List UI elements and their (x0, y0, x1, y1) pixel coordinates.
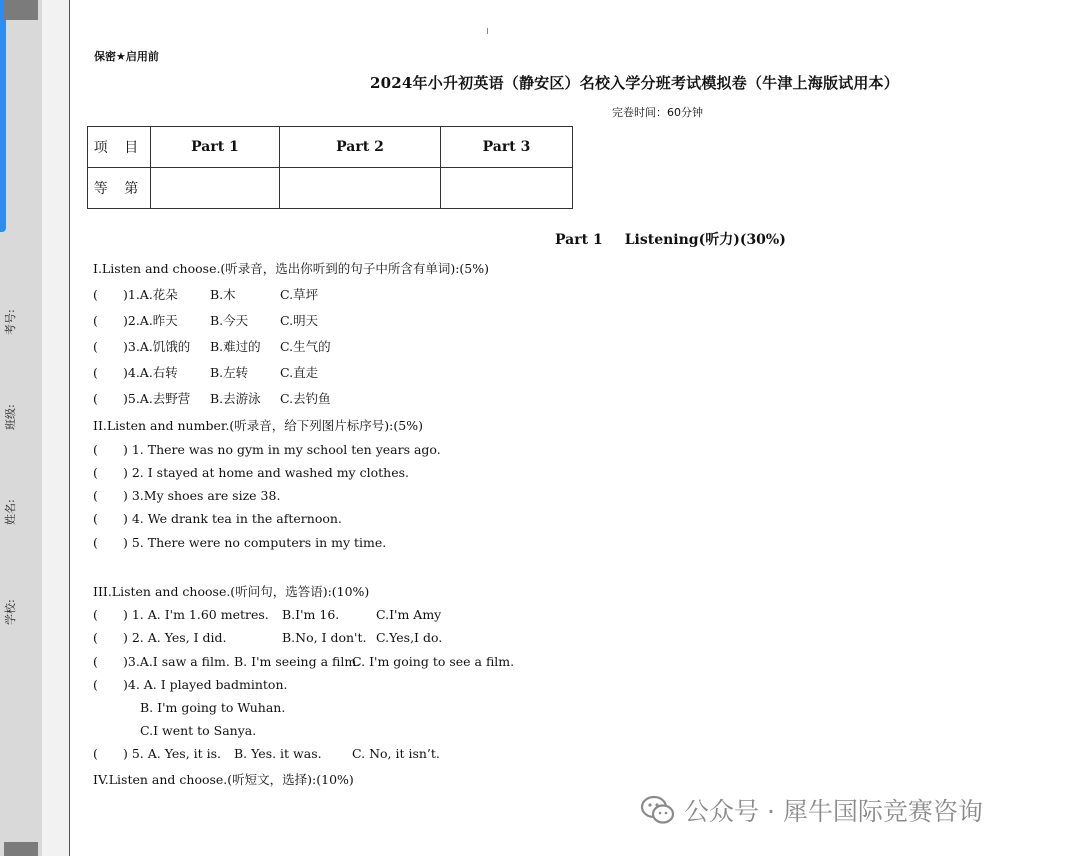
left-sidebar (0, 0, 42, 856)
option-b: B.难过的 (210, 339, 261, 354)
option-c: C.直走 (280, 365, 319, 380)
table-cell: Part 1 (151, 127, 280, 168)
list-item: ( ) 5. A. Yes, it is. (93, 746, 222, 761)
option-b: B. Yes. it was. (234, 746, 322, 761)
option-c: C. No, it isn’t. (352, 746, 440, 761)
binding-class-label: 班级: (4, 404, 17, 430)
table-cell (151, 168, 280, 209)
list-item: ( )3.A.饥饿的 (93, 339, 191, 354)
option-c: C.I went to Sanya. (140, 723, 257, 738)
option-c: C.明天 (280, 313, 319, 328)
option-c: C.I'm Amy (376, 607, 442, 622)
scrollbar-bottom-handle[interactable] (4, 842, 38, 856)
confidential-label: 保密★启用前 (94, 50, 159, 63)
list-item: ( ) 1. There was no gym in my school ten years ago. (93, 442, 441, 457)
table-cell: Part 3 (441, 127, 573, 168)
table-cell (280, 168, 441, 209)
list-item: ( )5.A.去野营 (93, 391, 191, 406)
wechat-icon (640, 794, 676, 826)
watermark (640, 792, 983, 828)
section2-heading: II.Listen and number.(听录音，给下列图片标序号):(5%) (93, 418, 423, 433)
section4-heading: IV.Listen and choose.(听短文，选择):(10%) (93, 772, 354, 787)
list-item: ( ) 4. We drank tea in the afternoon. (93, 511, 342, 526)
table-row (88, 127, 573, 168)
table-cell (441, 168, 573, 209)
option-c: C.去钓鱼 (280, 391, 331, 406)
list-item: ( ) 3.My shoes are size 38. (93, 488, 281, 503)
option-b: B. I'm going to Wuhan. (140, 700, 286, 715)
list-item: ( ) 1. A. I'm 1.60 metres. (93, 607, 269, 622)
watermark-text: 公众号 · 犀牛国际竞赛咨询 (684, 797, 983, 826)
binding-name-label: 姓名: (4, 499, 17, 525)
list-item: ( )3.A.I saw a film. (93, 654, 230, 669)
option-b: B.No, I don't. (282, 630, 367, 645)
table-cell: Part 2 (280, 127, 441, 168)
binding-line-labels (0, 225, 42, 645)
page-gutter (42, 0, 70, 856)
section3-heading: III.Listen and choose.(听问句，选答语):(10%) (93, 584, 370, 599)
binding-school-label: 学校: (4, 599, 17, 625)
option-b: B.I'm 16. (282, 607, 340, 622)
list-item: ( ) 5. There were no computers in my time. (93, 535, 387, 550)
list-item: ( )4. A. I played badminton. (93, 677, 288, 692)
table-cell: 项 目 (88, 127, 151, 168)
option-c: C. I'm going to see a film. (352, 654, 515, 669)
part1-title: Listening(听力)(30%) (624, 232, 786, 248)
part1-heading (555, 229, 786, 249)
option-b: B.左转 (210, 365, 249, 380)
page-tick (487, 28, 488, 34)
option-b: B.今天 (210, 313, 249, 328)
exam-page (70, 0, 1080, 856)
scroll-indicator[interactable] (0, 0, 6, 232)
list-item: ( )4.A.右转 (93, 365, 178, 380)
list-item: ( )1.A.花朵 (93, 287, 178, 302)
exam-time: 完卷时间：60分钟 (612, 106, 703, 119)
option-b: B.去游泳 (210, 391, 261, 406)
table-row (88, 168, 573, 209)
option-c: C.生气的 (280, 339, 331, 354)
part1-label: Part 1 (555, 232, 603, 248)
page-title: 2024年小升初英语（静安区）名校入学分班考试模拟卷（牛津上海版试用本） (370, 74, 899, 92)
option-c: C.Yes,I do. (376, 630, 443, 645)
section1-heading: I.Listen and choose.(听录音，选出你听到的句子中所含有单词):(5%) (93, 261, 489, 276)
list-item: ( )2.A.昨天 (93, 313, 178, 328)
score-table (87, 126, 573, 209)
table-cell: 等 第 (88, 168, 151, 209)
binding-examno-label: 考号: (4, 309, 17, 335)
list-item: ( ) 2. I stayed at home and washed my clothes. (93, 465, 409, 480)
option-b: B.木 (210, 287, 236, 302)
option-b: B. I'm seeing a film. (234, 654, 361, 669)
option-c: C.草坪 (280, 287, 319, 302)
scrollbar-top-handle[interactable] (4, 0, 38, 20)
list-item: ( ) 2. A. Yes, I did. (93, 630, 227, 645)
